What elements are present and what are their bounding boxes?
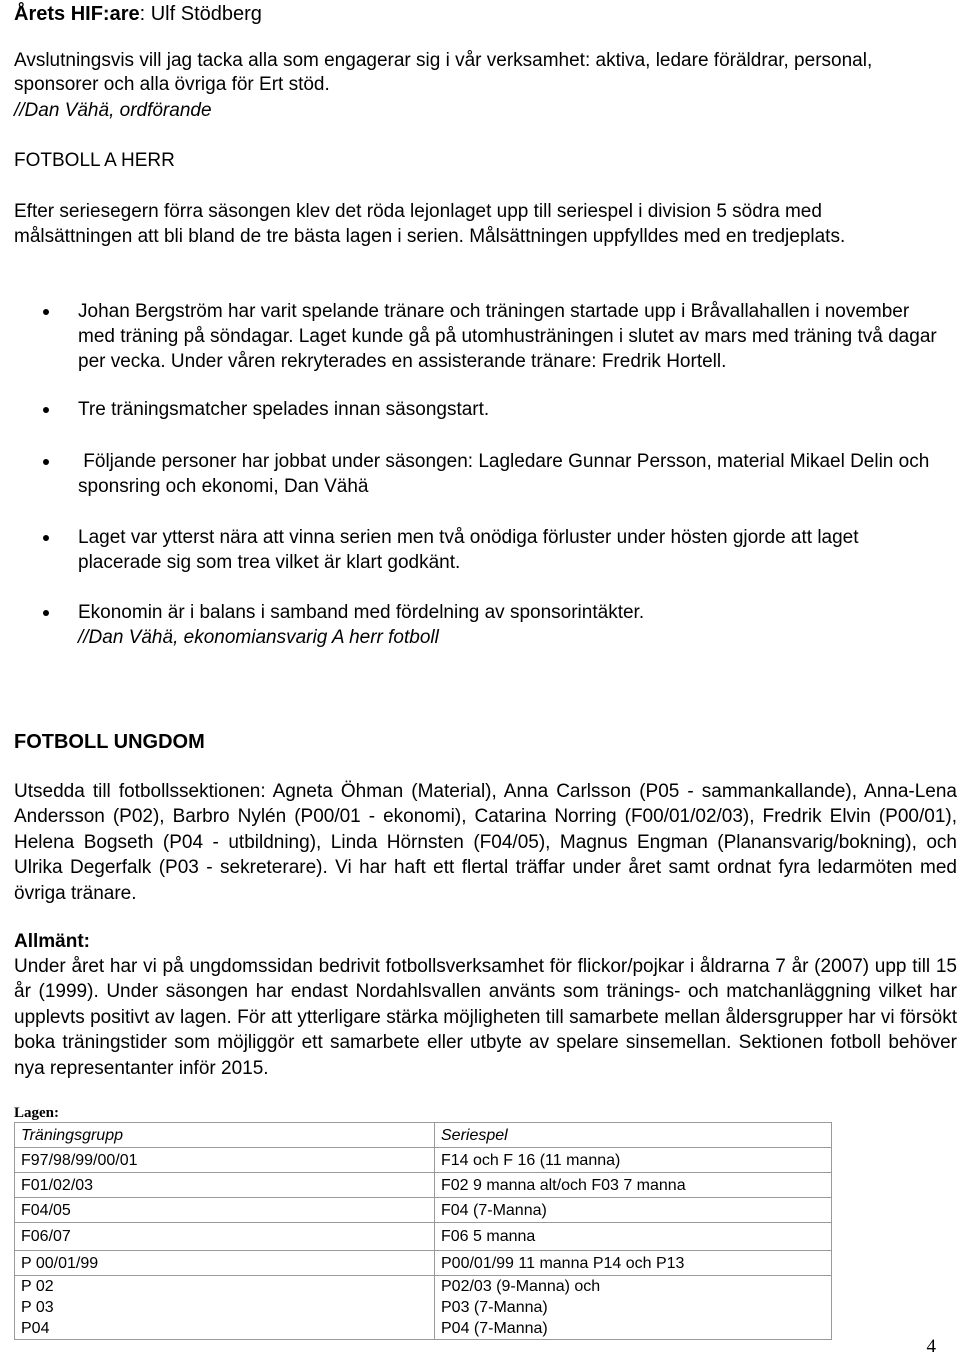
cell-line: P03 (7-Manna) <box>441 1299 548 1316</box>
column-header-league: Seriespel <box>435 1123 832 1148</box>
list-item-text: Tre träningsmatcher spelades innan säsongstart. <box>78 399 490 420</box>
bullet-icon <box>43 610 49 616</box>
page-number: 4 <box>926 1336 936 1357</box>
table-cell: F97/98/99/00/01 <box>15 1148 435 1173</box>
closing-thanks-paragraph: Avslutningsvis vill jag tacka alla som engagerar sig i vår verksamhet: aktiva, ledare föräldrar, personal, sponsorer och alla övriga för Ert stöd. <box>14 50 873 95</box>
table-cell: F06 5 manna <box>435 1223 832 1251</box>
bullet-icon <box>43 407 49 413</box>
table-row <box>15 1148 832 1173</box>
award-winner: : Ulf Stödberg <box>139 3 262 25</box>
list-item-text: Johan Bergström har varit spelande tränare och träningen startade upp i Bråvallahallen i november med träning på söndagar. Laget kunde gå på utomhusträningen i slutet av mars med träning två dagar per vecka. Under våren rekryterades en assisterande tränare: Fredrik Hortell. <box>78 301 937 372</box>
table-cell <box>15 1276 435 1340</box>
award-title: Årets HIF:are <box>14 3 140 25</box>
general-heading: Allmänt: <box>14 931 90 952</box>
section-heading-ungdom: FOTBOLL UNGDOM <box>14 731 205 753</box>
general-paragraph: Under året har vi på ungdomssidan bedrivit fotbollsverksamhet för flickor/pojkar i åldrarna 7 år (2007) upp till 15 år (1999). Under säsongen har endast Nordahlsvallen använts som tränings- och matchanläggning vilket har upplevts positivt av lagen. För att ytterligare stärka möjligheten till samarbete mellan åldersgrupper har vi försökt boka träningstider som möjliggör ett samarbete eller utbyte av spelare sinsemellan. Sektionen fotboll behöver nya representanter inför 2015. <box>14 956 957 1079</box>
chairman-signature: //Dan Vähä, ordförande <box>14 100 212 121</box>
bullet-icon <box>43 309 49 315</box>
a-herr-signature: //Dan Vähä, ekonomiansvarig A herr fotboll <box>78 627 439 648</box>
table-cell: F02 9 manna alt/och F03 7 manna <box>435 1173 832 1198</box>
table-row <box>15 1251 832 1276</box>
table-row <box>15 1173 832 1198</box>
list-item-text: Laget var ytterst nära att vinna serien men två onödiga förluster under hösten gjorde att laget placerade sig som trea vilket är klart godkänt. <box>78 527 859 573</box>
list-item-text: Följande personer har jobbat under säsongen: Lagledare Gunnar Persson, material Mikael Delin och sponsring och ekonomi, Dan Vähä <box>78 451 935 497</box>
table-cell <box>435 1276 832 1340</box>
list-item-text: Ekonomin är i balans i samband med fördelning av sponsorintäkter. <box>78 602 645 623</box>
teams-table <box>14 1122 832 1340</box>
bullet-icon <box>43 459 49 465</box>
cell-line: P04 <box>21 1320 50 1337</box>
table-cell: F04/05 <box>15 1198 435 1223</box>
table-row <box>15 1223 832 1251</box>
table-cell: P 00/01/99 <box>15 1251 435 1276</box>
a-herr-bullet-list <box>14 299 944 650</box>
table-cell: F14 och F 16 (11 manna) <box>435 1148 832 1173</box>
cell-line: P 03 <box>21 1299 54 1316</box>
season-summary-paragraph: Efter seriesegern förra säsongen klev det röda lejonlaget upp till seriespel i division 5 södra med målsättningen att bli bland de tre bästa lagen i serien. Målsättningen uppfylldes med en tredjeplats. <box>14 201 846 247</box>
teams-label: Lagen: <box>14 1105 59 1121</box>
list-item <box>14 449 938 499</box>
section-members-paragraph: Utsedda till fotbollssektionen: Agneta Öhman (Material), Anna Carlsson (P05 - sammankallande), Anna-Lena Andersson (P02), Barbro Nylén (P00/01 - ekonomi), Catarina Norring (F00/01/02/03), Fredrik Elvin (P00/01), Helena Bogseth (P04 - utbildning), Linda Hörnsten (F04/05), Magnus Engman (Planansvarig/bokning), och Ulrika Degerfalk (P03 - sekreterare). Vi har haft ett flertal träffar under året samt ordnat fyra ledarmöten med övriga tränare. <box>14 781 957 904</box>
table-header-row <box>15 1123 832 1148</box>
table-cell: F01/02/03 <box>15 1173 435 1198</box>
table-row <box>15 1276 832 1340</box>
cell-line: P 02 <box>21 1278 54 1295</box>
table-row <box>15 1198 832 1223</box>
list-item <box>14 397 938 422</box>
table-cell: F04 (7-Manna) <box>435 1198 832 1223</box>
table-cell: P00/01/99 11 manna P14 och P13 <box>435 1251 832 1276</box>
column-header-training-group: Träningsgrupp <box>15 1123 435 1148</box>
table-cell: F06/07 <box>15 1223 435 1251</box>
cell-line: P04 (7-Manna) <box>441 1320 548 1337</box>
section-heading-a-herr: FOTBOLL A HERR <box>14 150 175 171</box>
cell-line: P02/03 (9-Manna) och <box>441 1278 601 1295</box>
list-item <box>14 600 938 650</box>
list-item <box>14 525 938 575</box>
list-item <box>14 299 938 374</box>
award-line <box>14 2 262 26</box>
bullet-icon <box>43 535 49 541</box>
